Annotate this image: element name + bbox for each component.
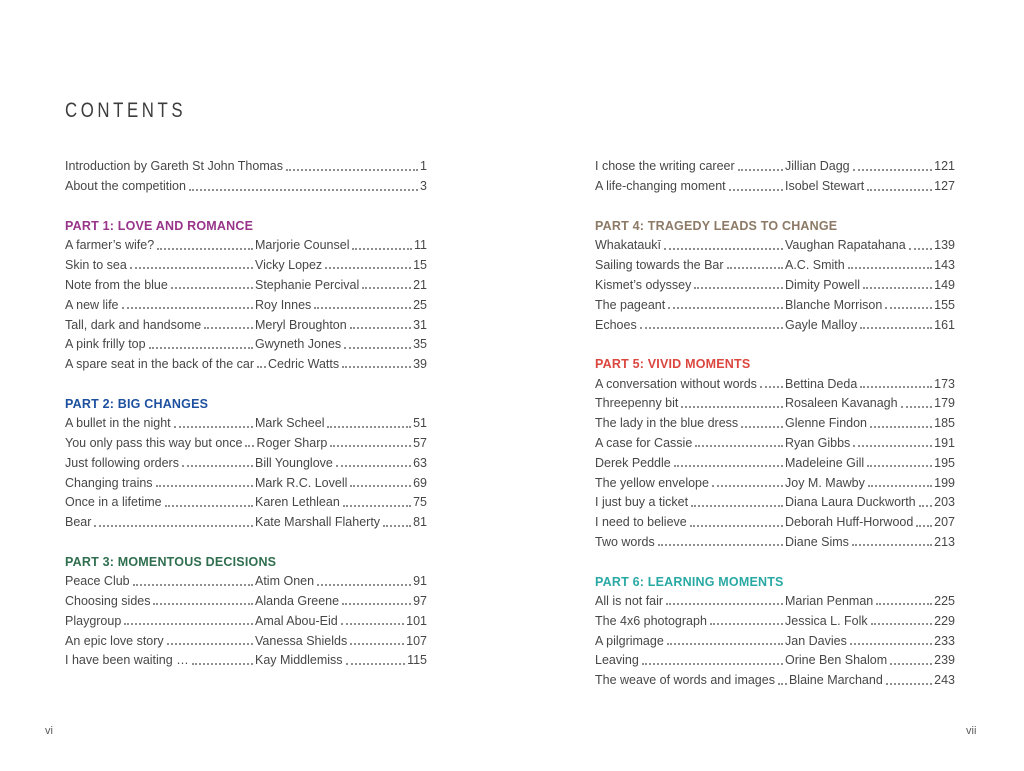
entry-title-segment (595, 476, 785, 490)
entry-page: 11 (414, 238, 427, 253)
toc-entry (595, 154, 955, 174)
entry-title: A case for Cassie (595, 435, 693, 450)
section-heading: PART 4: TRAGEDY LEADS TO CHANGE (595, 218, 838, 233)
entry-title-segment (65, 476, 255, 490)
dot-leader (667, 643, 783, 645)
entry-title-segment (65, 337, 255, 351)
entry-author: Isobel Stewart (785, 179, 865, 194)
entry-author: Gwyneth Jones (255, 337, 342, 352)
dot-leader (860, 327, 932, 329)
entry-title: Derek Peddle (595, 455, 671, 470)
dot-leader (695, 445, 783, 447)
toc-entry (595, 470, 955, 490)
entry-title-segment (595, 159, 785, 173)
dot-leader (853, 445, 932, 447)
folio-left: vi (45, 725, 53, 737)
entry-title-segment (595, 456, 785, 470)
dot-leader (886, 683, 932, 685)
toc-entry (65, 450, 427, 470)
dot-leader (901, 406, 933, 408)
dot-leader (130, 267, 253, 269)
entry-author: Vicky Lopez (255, 258, 323, 273)
toc-entry (65, 272, 427, 292)
entry-author: Diana Laura Duckworth (785, 495, 916, 510)
entry-author: Gayle Malloy (785, 317, 858, 332)
toc-entry (595, 391, 955, 411)
dot-leader (909, 248, 932, 250)
dot-leader (156, 485, 253, 487)
entry-title-segment (595, 318, 785, 332)
toc-entry (595, 272, 955, 292)
entry-page: 243 (934, 673, 955, 688)
entry-author: Mark R.C. Lovell (255, 475, 348, 490)
dot-leader (890, 663, 932, 665)
toc-entry (65, 411, 427, 431)
entry-author: Bettina Deda (785, 376, 858, 391)
entry-title-segment (65, 416, 255, 430)
entry-page: 97 (413, 594, 427, 609)
entry-page: 35 (413, 337, 427, 352)
entry-title-segment (65, 258, 255, 272)
toc-entry (65, 292, 427, 312)
dot-leader (666, 603, 783, 605)
entry-title: Kismet’s odyssey (595, 277, 692, 292)
entry-page: 91 (413, 574, 427, 589)
entry-title-segment (595, 634, 785, 648)
toc-section (65, 391, 427, 530)
toc-entry (65, 253, 427, 273)
toc-entry (595, 253, 955, 273)
entry-author: Joy M. Mawby (785, 475, 865, 490)
entry-author: Vaughan Rapatahana (785, 238, 906, 253)
entry-author: Roger Sharp (256, 435, 328, 450)
dot-leader (245, 445, 254, 447)
entry-page: 39 (413, 357, 427, 372)
entry-title: A conversation without words (595, 376, 757, 391)
toc-entry (595, 431, 955, 451)
entry-author: Mark Scheel (255, 416, 325, 431)
entry-title-segment (595, 179, 785, 193)
dot-leader (286, 169, 418, 171)
dot-leader (182, 465, 253, 467)
entry-title-segment (595, 238, 785, 252)
entry-author: Ryan Gibbs (785, 435, 851, 450)
dot-leader (192, 663, 253, 665)
entry-title: Playgroup (65, 613, 122, 628)
entry-title-segment (65, 594, 255, 608)
toc-entry (65, 431, 427, 451)
dot-leader (710, 623, 783, 625)
dot-leader (681, 406, 783, 408)
toc-section (65, 213, 427, 371)
dot-leader (343, 505, 411, 507)
toc-section (595, 213, 955, 332)
dot-leader (760, 386, 783, 388)
dot-leader (165, 505, 253, 507)
entry-title: Whakataukī (595, 238, 662, 253)
toc-section (595, 351, 955, 549)
entry-page: 107 (406, 633, 427, 648)
entry-page: 115 (407, 653, 427, 668)
entry-title-segment (65, 318, 255, 332)
dot-leader (330, 445, 411, 447)
dot-leader (691, 505, 783, 507)
entry-author: Cedric Watts (268, 357, 340, 372)
entry-page: 31 (413, 317, 427, 332)
toc-entry (595, 608, 955, 628)
section-heading: PART 6: LEARNING MOMENTS (595, 574, 784, 589)
dot-leader (870, 426, 932, 428)
entry-title-segment (65, 357, 268, 371)
dot-leader (174, 426, 253, 428)
dot-leader (642, 663, 783, 665)
entry-title-segment (595, 673, 789, 687)
entry-title-segment (65, 298, 255, 312)
entry-author: Marian Penman (785, 594, 874, 609)
toc-entry (595, 648, 955, 668)
entry-page: 143 (934, 258, 955, 273)
entry-author: Alanda Greene (255, 594, 340, 609)
entry-page: 149 (934, 277, 955, 292)
section-heading: PART 1: LOVE AND ROMANCE (65, 218, 254, 233)
toc-entry (595, 411, 955, 431)
toc-entry (65, 470, 427, 490)
entry-title: A new life (65, 297, 119, 312)
entry-title-segment (595, 515, 785, 529)
entry-page: 81 (413, 515, 427, 530)
entry-title: The pageant (595, 297, 666, 312)
dot-leader (778, 683, 787, 685)
entry-page: 101 (406, 613, 427, 628)
entry-page: 233 (934, 633, 955, 648)
entry-author: Diane Sims (785, 534, 849, 549)
entry-author: Jillian Dagg (785, 159, 850, 174)
entry-author: Dimity Powell (785, 277, 861, 292)
dot-leader (350, 485, 411, 487)
entry-title: A spare seat in the back of the car (65, 357, 255, 372)
entry-title: Changing trains (65, 475, 153, 490)
dot-leader (133, 584, 253, 586)
dot-leader (341, 623, 404, 625)
entry-author: Jessica L. Folk (785, 613, 868, 628)
entry-page: 121 (934, 159, 955, 174)
toc-entry (595, 490, 955, 510)
toc-column-left (65, 154, 427, 668)
entry-page: 69 (413, 475, 427, 490)
toc-entry (595, 668, 955, 688)
dot-leader (149, 347, 253, 349)
toc-section (595, 569, 955, 688)
entry-title-segment (65, 278, 255, 292)
dot-leader (860, 386, 932, 388)
entry-title-segment (595, 436, 785, 450)
section-heading: PART 3: MOMENTOUS DECISIONS (65, 554, 277, 569)
dot-leader (157, 248, 253, 250)
entry-page: 199 (934, 475, 955, 490)
dot-leader (690, 525, 783, 527)
toc-entry (595, 589, 955, 609)
entry-page: 21 (413, 277, 427, 292)
entry-page: 127 (934, 179, 955, 194)
entry-title: About the competition (65, 179, 186, 194)
dot-leader (350, 643, 404, 645)
dot-leader (850, 643, 932, 645)
entry-title: I have been waiting … (65, 653, 189, 668)
entry-author: Glenne Findon (785, 416, 868, 431)
entry-page: 51 (413, 416, 427, 431)
dot-leader (346, 663, 406, 665)
entry-page: 185 (934, 416, 955, 431)
toc-entry (595, 530, 955, 550)
entry-author: A.C. Smith (785, 258, 845, 273)
toc-entry (595, 292, 955, 312)
toc-entry (65, 648, 427, 668)
entry-page: 229 (934, 613, 955, 628)
entry-title-segment (65, 515, 255, 529)
dot-leader (350, 327, 411, 329)
entry-title: Leaving (595, 653, 639, 668)
entry-page: 15 (413, 258, 427, 273)
entry-title: A pink frilly top (65, 337, 146, 352)
entry-title: I need to believe (595, 515, 687, 530)
entry-page: 63 (413, 455, 427, 470)
entry-title: The yellow envelope (595, 475, 709, 490)
entry-title-segment (595, 653, 785, 667)
entry-title: Tall, dark and handsome (65, 317, 202, 332)
entry-title-segment (65, 614, 255, 628)
toc-entry (65, 174, 427, 194)
entry-title-segment (595, 396, 785, 410)
dot-leader (664, 248, 783, 250)
dot-leader (852, 544, 932, 546)
entry-title: Just following orders (65, 455, 179, 470)
entry-page: 173 (934, 376, 955, 391)
dot-leader (853, 169, 933, 171)
toc-entry (65, 569, 427, 589)
entry-title: Threepenny bit (595, 396, 679, 411)
entry-author: Marjorie Counsel (255, 238, 350, 253)
entry-author: Atim Onen (255, 574, 315, 589)
entry-title: An epic love story (65, 633, 164, 648)
entry-title-segment (595, 614, 785, 628)
entry-title-segment (65, 574, 255, 588)
dot-leader (317, 584, 411, 586)
entry-title-segment (65, 238, 255, 252)
entry-title: A pilgrimage (595, 633, 664, 648)
folio-right: vii (966, 725, 977, 737)
entry-page: 57 (413, 435, 427, 450)
dot-leader (336, 465, 411, 467)
toc-entry (65, 608, 427, 628)
entry-title: Echoes (595, 317, 637, 332)
entry-title: Choosing sides (65, 594, 151, 609)
entry-page: 155 (934, 297, 955, 312)
dot-leader (167, 643, 253, 645)
entry-title-segment (595, 594, 785, 608)
entry-title-segment (595, 377, 785, 391)
toc-entry (65, 510, 427, 530)
entry-author: Roy Innes (255, 297, 312, 312)
dot-leader (694, 287, 783, 289)
toc-entry (65, 352, 427, 372)
dot-leader (342, 366, 411, 368)
entry-page: 139 (934, 238, 955, 253)
dot-leader (342, 603, 411, 605)
entry-author: Blanche Morrison (785, 297, 883, 312)
dot-leader (189, 189, 418, 191)
entry-page: 207 (934, 515, 955, 530)
entry-author: Stephanie Percival (255, 277, 360, 292)
entry-page: 225 (934, 594, 955, 609)
entry-title-segment (65, 436, 256, 450)
entry-title: The weave of words and images (595, 673, 775, 688)
entry-author: Meryl Broughton (255, 317, 347, 332)
dot-leader (727, 267, 783, 269)
dot-leader (741, 426, 783, 428)
entry-title: Bear (65, 515, 92, 530)
entry-title-segment (595, 535, 785, 549)
toc-entry (65, 589, 427, 609)
toc-column-right (595, 154, 955, 688)
dot-leader (876, 603, 932, 605)
dot-leader (122, 307, 253, 309)
dot-leader (344, 347, 411, 349)
dot-leader (668, 307, 783, 309)
dot-leader (658, 544, 783, 546)
entry-title: Sailing towards the Bar (595, 258, 724, 273)
toc-entry (65, 332, 427, 352)
toc-entry (65, 154, 427, 174)
entry-title-segment (595, 278, 785, 292)
entry-title-segment (65, 456, 255, 470)
dot-leader (919, 505, 933, 507)
dot-leader (94, 525, 253, 527)
entry-author: Jan Davies (785, 633, 847, 648)
dot-leader (352, 248, 412, 250)
toc-section (65, 549, 427, 668)
entry-title: I just buy a ticket (595, 495, 689, 510)
toc-entry (65, 233, 427, 253)
toc-entry (595, 628, 955, 648)
dot-leader (171, 287, 253, 289)
dot-leader (325, 267, 411, 269)
toc-entry (595, 371, 955, 391)
section-heading: PART 5: VIVID MOMENTS (595, 357, 751, 372)
entry-author: Blaine Marchand (788, 673, 883, 688)
entry-title: The lady in the blue dress (595, 416, 739, 431)
dot-leader (153, 603, 253, 605)
dot-leader (738, 169, 783, 171)
entry-author: Madeleine Gill (785, 455, 865, 470)
dot-leader (871, 623, 932, 625)
entry-page: 161 (934, 317, 955, 332)
section-heading: PART 2: BIG CHANGES (65, 396, 209, 411)
entry-title-segment (65, 495, 255, 509)
entry-page: 179 (934, 396, 955, 411)
entry-title-segment (65, 634, 255, 648)
entry-title: You only pass this way but once (65, 435, 243, 450)
toc-entry (595, 233, 955, 253)
entry-title: Introduction by Gareth St John Thomas (65, 159, 283, 174)
entry-title-segment (595, 416, 785, 430)
toc-entry (595, 510, 955, 530)
entry-author: Kay Middlemiss (255, 653, 343, 668)
toc-entry (65, 312, 427, 332)
dot-leader (327, 426, 411, 428)
entry-title: A bullet in the night (65, 416, 171, 431)
dot-leader (885, 307, 932, 309)
entry-title: I chose the writing career (595, 159, 735, 174)
entry-author: Rosaleen Kavanagh (785, 396, 898, 411)
dot-leader (257, 366, 266, 368)
dot-leader (712, 485, 783, 487)
entry-page: 191 (934, 435, 955, 450)
entry-page: 3 (420, 179, 427, 194)
dot-leader (916, 525, 932, 527)
dot-leader (868, 485, 932, 487)
entry-author: Bill Younglove (255, 455, 333, 470)
entry-title: Two words (595, 534, 655, 549)
entry-author: Deborah Huff-Horwood (785, 515, 914, 530)
dot-leader (362, 287, 411, 289)
entry-title: Note from the blue (65, 277, 168, 292)
entry-page: 203 (934, 495, 955, 510)
entry-author: Kate Marshall Flaherty (255, 515, 381, 530)
entry-title: Skin to sea (65, 258, 127, 273)
page-title: CONTENTS (65, 99, 187, 122)
dot-leader (867, 189, 932, 191)
entry-author: Vanessa Shields (255, 633, 348, 648)
entry-title: Once in a lifetime (65, 495, 162, 510)
entry-title: A life-changing moment (595, 179, 726, 194)
dot-leader (729, 189, 783, 191)
dot-leader (848, 267, 932, 269)
entry-page: 1 (420, 159, 427, 174)
dot-leader (674, 465, 783, 467)
entry-title-segment (65, 653, 255, 667)
entry-title: All is not fair (595, 594, 664, 609)
entry-page: 213 (934, 534, 955, 549)
dot-leader (204, 327, 253, 329)
entry-title: Peace Club (65, 574, 130, 589)
dot-leader (640, 327, 783, 329)
entry-title-segment (595, 495, 785, 509)
toc-entry (65, 628, 427, 648)
entry-author: Karen Lethlean (255, 495, 340, 510)
entry-page: 195 (934, 455, 955, 470)
entry-page: 239 (934, 653, 955, 668)
entry-page: 25 (413, 297, 427, 312)
entry-title-segment (595, 298, 785, 312)
toc-entry (65, 490, 427, 510)
entry-title: The 4x6 photograph (595, 613, 707, 628)
dot-leader (383, 525, 411, 527)
entry-author: Amal Abou-Eid (255, 613, 338, 628)
entry-title: A farmer’s wife? (65, 238, 155, 253)
entry-author: Orine Ben Shalom (785, 653, 888, 668)
entry-title-segment (595, 258, 785, 272)
dot-leader (314, 307, 411, 309)
toc-entry (595, 312, 955, 332)
entry-page: 75 (413, 495, 427, 510)
toc-entry (595, 450, 955, 470)
dot-leader (124, 623, 253, 625)
toc-entry (595, 174, 955, 194)
dot-leader (867, 465, 932, 467)
dot-leader (863, 287, 932, 289)
